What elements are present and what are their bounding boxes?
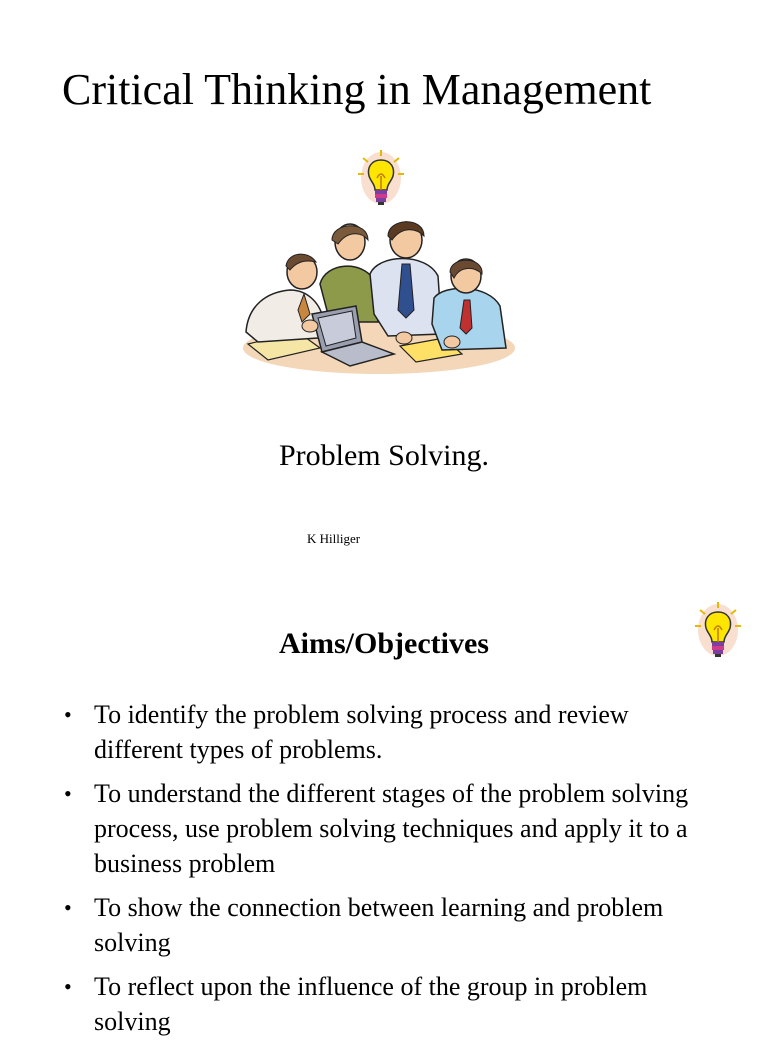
- objectives-list: [62, 697, 702, 1048]
- subtitle: Problem Solving.: [278, 439, 489, 472]
- lightbulb-icon: [355, 148, 407, 214]
- bullet-mark: •: [64, 781, 72, 806]
- bullet-mark: •: [64, 702, 72, 727]
- business-meeting-clipart: [238, 214, 520, 378]
- list-item-text: To show the connection between learning and problem solving: [94, 893, 664, 957]
- list-item-text: To understand the different stages of the problem solving process, use problem solving techniques and apply it to a business problem: [94, 779, 689, 878]
- list-item: [62, 697, 702, 767]
- bullet-mark: •: [64, 895, 72, 920]
- list-item-text: To identify the problem solving process and review different types of problems.: [94, 700, 629, 764]
- list-item: [62, 776, 702, 881]
- list-item: [62, 890, 702, 960]
- list-item: [62, 969, 702, 1039]
- page-title: Critical Thinking in Management: [62, 65, 652, 114]
- author-name: K Hilliger: [307, 531, 361, 546]
- list-item-text: To reflect upon the influence of the group in problem solving: [94, 972, 648, 1036]
- bullet-mark: •: [64, 974, 72, 999]
- section-heading: Aims/Objectives: [279, 627, 489, 660]
